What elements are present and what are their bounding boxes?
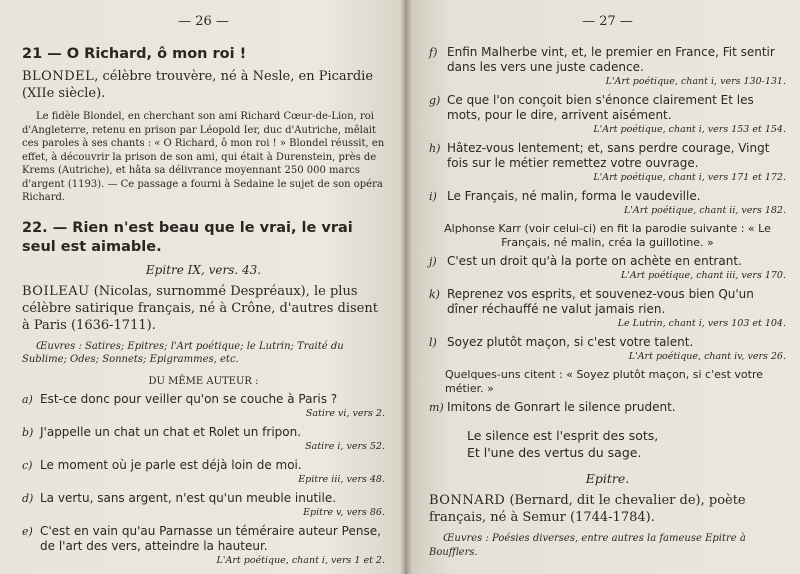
same-author-label: DU MÊME AUTEUR : [148,375,259,387]
author-blondel [22,68,385,102]
quote-source: Epitre iii, vers 48. [298,474,385,485]
page-number: — 26 — [178,14,229,29]
quote-item: l) Soyez plutôt maçon, si c'est votre talent. [429,335,694,349]
quote-item: i) Le Français, né malin, forma le vaudeville. [429,189,701,203]
author-desc: (Nicolas, surnommé Despréaux), le plus célèbre satirique français, né à Crône, d'autres disent à Paris (1636-1711). [22,283,378,333]
section-21-heading: 21 — O Richard, ô mon roi ! [22,46,247,62]
book-gutter [400,0,412,574]
author-desc: (Bernard, dit le chevalier de), poète français, né à Semur (1744-1784). [429,493,746,525]
quote-source: L'Art poétique, chant iv, vers 26. [628,351,786,362]
quote-list-right-2 [429,254,786,362]
page-number: — 27 — [582,14,633,29]
quote-item: k) Reprenez vos esprits, et souvenez-vous bien Qu'un dîner réchauffé ne valut jamais rien. [429,287,754,316]
author-name: BOILEAU [22,283,90,299]
quote-source: Satire vi, vers 2. [305,408,385,419]
quote-source: L'Art poétique, chant i, vers 130-131. [605,76,786,87]
author-desc: , célèbre trouvère, né à Nesle, en Picardie (XIIe siècle). [22,69,374,101]
poem [429,427,786,461]
quote-item: a) Est-ce donc pour veiller qu'on se couche à Paris ? [22,392,338,406]
works-bonnard: Œuvres : Poésies diverses, entre autres la fameuse Epitre à Boufflers. [429,533,746,558]
quote-item: f) Enfin Malherbe vint, et, le premier en France, Fit sentir dans les vers une juste cadence. [429,45,775,74]
note-karr: Alphonse Karr (voir celui-ci) en fit la parodie suivante : « Le Français, né malin, créa la guillotine. » [444,222,771,249]
quote-source: L'Art poétique, chant iii, vers 170. [620,270,786,281]
quote-item: e) C'est en vain qu'au Parnasse un téméraire auteur Pense, de l'art des vers, atteindre la hauteur. [22,524,381,553]
quote-item: g) Ce que l'on conçoit bien s'énonce clairement Et les mots, pour le dire, arrivent aisément. [429,93,754,122]
works-boileau: Œuvres : Satires; Epitres; l'Art poétique; le Lutrin; Traité du Sublime; Odes; Sonnets; Epigrammes, etc. [22,340,344,365]
quote-source: L'Art poétique, chant i, vers 1 et 2. [216,555,385,566]
quote-source: L'Art poétique, chant i, vers 153 et 154. [593,124,786,135]
quote-source: L'Art poétique, chant i, vers 171 et 172. [593,172,786,183]
section-22-heading: 22. — Rien n'est beau que le vrai, le vrai seul est aimable. [22,219,353,255]
author-boileau [22,283,385,334]
poem-line: Le silence est l'esprit des sots, [467,428,659,443]
quote-list-right [429,45,786,216]
quote-source: L'Art poétique, chant ii, vers 182. [623,205,786,216]
quote-item: c) Le moment où je parle est déjà loin de moi. [22,458,302,472]
poem-line: Et l'une des vertus du sage. [467,445,642,460]
note-macon: Quelques-uns citent : « Soyez plutôt maçon, si c'est votre métier. » [445,368,764,395]
quote-item: j) C'est un droit qu'à la porte on achète en entrant. [429,254,742,268]
quote-item: b) J'appelle un chat un chat et Rolet un fripon. [22,425,302,439]
quote-item: d) La vertu, sans argent, n'est qu'un meuble inutile. [22,491,337,505]
author-bonnard [429,492,786,526]
quote-list-left [22,392,385,566]
quote-source: Satire i, vers 52. [305,441,385,452]
quote-item: h) Hâtez-vous lentement; et, sans perdre courage, Vingt fois sur le métier remettez votre ouvrage. [429,141,770,170]
author-name: BLONDEL [22,69,95,84]
poem-source: Epitre. [585,471,630,486]
quote-item: m) Imitons de Gonrart le silence prudent. [429,400,676,414]
note-blondel: Le fidèle Blondel, en cherchant son ami Richard Cœur-de-Lion, roi d'Angleterre, retenu en prison par Léopold Ier, duc d'Autriche, mêlait ces paroles à ses chants : « O Richard, ô mon roi ! » Blondel réussit, en effet, à découvrir la prison de son ami, qui était à Durenstein, près de Krems (Autriche), et hâta sa délivrance moyennant 250 000 marcs d'argent (1193). — Ce passage a fourni à Sedaine le sujet de son opéra Richard. [22,111,385,203]
source-epitre-ix: Epitre IX, vers. 43. [145,262,262,277]
quote-source: Epitre v, vers 86. [303,507,385,518]
quote-source: Le Lutrin, chant i, vers 103 et 104. [617,318,786,329]
author-name: BONNARD [429,493,506,508]
page-right [405,0,800,574]
